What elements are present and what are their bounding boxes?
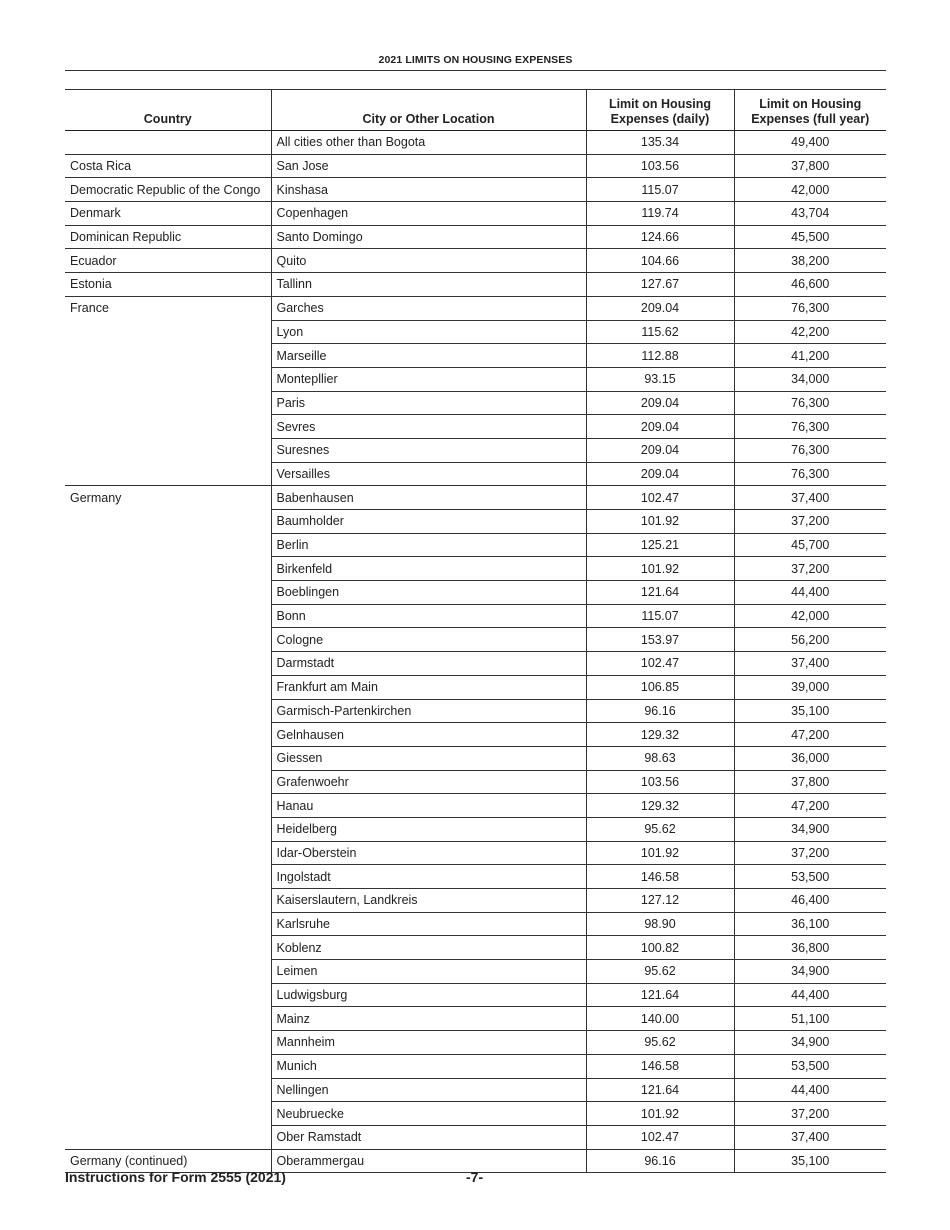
table-row [65,510,886,534]
cell-full-year-limit: 37,200 [734,841,886,865]
table-row [65,462,886,486]
table-row [65,770,886,794]
cell-daily-limit: 153.97 [586,628,734,652]
table-row [65,391,886,415]
cell-daily-limit: 102.47 [586,486,734,510]
table-row [65,723,886,747]
cell-full-year-limit: 37,400 [734,1125,886,1149]
cell-country [65,675,271,699]
cell-full-year-limit: 76,300 [734,438,886,462]
cell-daily-limit: 140.00 [586,1007,734,1031]
cell-city: Mannheim [271,1031,586,1055]
cell-daily-limit: 101.92 [586,1102,734,1126]
header-divider [65,70,886,71]
table-row [65,415,886,439]
cell-city: Kaiserslautern, Landkreis [271,889,586,913]
table-row [65,652,886,676]
page-title: 2021 LIMITS ON HOUSING EXPENSES [378,54,573,66]
table-row [65,960,886,984]
cell-country [65,320,271,344]
cell-daily-limit: 121.64 [586,1078,734,1102]
cell-full-year-limit: 45,500 [734,225,886,249]
cell-full-year-limit: 76,300 [734,391,886,415]
cell-full-year-limit: 76,300 [734,415,886,439]
table-row [65,675,886,699]
cell-full-year-limit: 35,100 [734,1149,886,1173]
cell-city: Nellingen [271,1078,586,1102]
cell-country [65,510,271,534]
cell-daily-limit: 115.07 [586,178,734,202]
table-row [65,202,886,226]
cell-daily-limit: 146.58 [586,865,734,889]
cell-daily-limit: 124.66 [586,225,734,249]
cell-daily-limit: 96.16 [586,1149,734,1173]
cell-full-year-limit: 46,600 [734,273,886,297]
cell-city: Ober Ramstadt [271,1125,586,1149]
table-row [65,746,886,770]
housing-limits-table [65,89,886,1173]
cell-full-year-limit: 51,100 [734,1007,886,1031]
cell-full-year-limit: 44,400 [734,581,886,605]
cell-daily-limit: 95.62 [586,817,734,841]
cell-country: Estonia [65,273,271,297]
table-row [65,912,886,936]
cell-country [65,865,271,889]
table-row [65,296,886,320]
cell-full-year-limit: 37,200 [734,510,886,534]
cell-country [65,1031,271,1055]
table-row [65,865,886,889]
cell-country [65,794,271,818]
footer-form-title: Instructions for Form 2555 (2021) [65,1169,286,1185]
cell-full-year-limit: 44,400 [734,983,886,1007]
cell-city: Copenhagen [271,202,586,226]
table-row [65,249,886,273]
cell-daily-limit: 100.82 [586,936,734,960]
cell-daily-limit: 209.04 [586,296,734,320]
table-row [65,699,886,723]
cell-country [65,960,271,984]
cell-country: France [70,301,109,316]
cell-daily-limit: 125.21 [586,533,734,557]
table-row [65,533,886,557]
cell-country: Costa Rica [65,154,271,178]
cell-country [65,652,271,676]
cell-full-year-limit: 39,000 [734,675,886,699]
cell-country [65,391,271,415]
cell-country: Germany (continued) [65,1149,271,1173]
cell-city: Oberammergau [271,1149,586,1173]
cell-city: Lyon [271,320,586,344]
table-row [65,628,886,652]
cell-city: Garches [271,296,586,320]
cell-city: Leimen [271,960,586,984]
cell-city: Kinshasa [271,178,586,202]
cell-full-year-limit: 37,200 [734,1102,886,1126]
cell-country [65,983,271,1007]
cell-daily-limit: 115.07 [586,604,734,628]
cell-daily-limit: 96.16 [586,699,734,723]
cell-city: Versailles [271,462,586,486]
cell-full-year-limit: 37,400 [734,486,886,510]
cell-country [65,1054,271,1078]
cell-full-year-limit: 38,200 [734,249,886,273]
cell-full-year-limit: 37,800 [734,154,886,178]
table-row [65,367,886,391]
cell-country [65,1102,271,1126]
cell-full-year-limit: 34,000 [734,367,886,391]
cell-country [65,1125,271,1149]
cell-daily-limit: 129.32 [586,723,734,747]
cell-country [65,557,271,581]
cell-country [65,817,271,841]
table-row [65,320,886,344]
cell-country [65,841,271,865]
cell-daily-limit: 98.90 [586,912,734,936]
cell-country [65,628,271,652]
cell-daily-limit: 103.56 [586,770,734,794]
cell-full-year-limit: 44,400 [734,1078,886,1102]
table-row [65,344,886,368]
table-row [65,1031,886,1055]
cell-full-year-limit: 46,400 [734,889,886,913]
cell-country [65,936,271,960]
cell-full-year-limit: 42,000 [734,604,886,628]
cell-full-year-limit: 45,700 [734,533,886,557]
column-header-country: Country [65,90,271,131]
cell-country: Dominican Republic [65,225,271,249]
cell-full-year-limit: 53,500 [734,865,886,889]
cell-full-year-limit: 36,100 [734,912,886,936]
cell-city: Marseille [271,344,586,368]
cell-country [65,746,271,770]
cell-city: Ingolstadt [271,865,586,889]
cell-daily-limit: 209.04 [586,438,734,462]
cell-full-year-limit: 43,704 [734,202,886,226]
table-row [65,178,886,202]
cell-full-year-limit: 53,500 [734,1054,886,1078]
cell-country [65,367,271,391]
cell-city: Bonn [271,604,586,628]
cell-country [65,533,271,557]
cell-full-year-limit: 36,800 [734,936,886,960]
cell-full-year-limit: 37,200 [734,557,886,581]
cell-country [65,604,271,628]
table-row [65,557,886,581]
cell-city: Giessen [271,746,586,770]
cell-city: Berlin [271,533,586,557]
cell-full-year-limit: 37,800 [734,770,886,794]
cell-city: Ludwigsburg [271,983,586,1007]
table-row [65,604,886,628]
cell-daily-limit: 106.85 [586,675,734,699]
table-row [65,581,886,605]
cell-city: Suresnes [271,438,586,462]
cell-daily-limit: 127.67 [586,273,734,297]
table-row [65,889,886,913]
cell-full-year-limit: 35,100 [734,699,886,723]
cell-city: Quito [271,249,586,273]
cell-country [65,344,271,368]
cell-daily-limit: 93.15 [586,367,734,391]
table-row [65,273,886,297]
cell-full-year-limit: 47,200 [734,723,886,747]
cell-country [65,723,271,747]
cell-city: Grafenwoehr [271,770,586,794]
cell-country [65,462,271,486]
column-header-daily-limit: Limit on Housing Expenses (daily) [586,90,734,131]
cell-city: Baumholder [271,510,586,534]
cell-country: Denmark [65,202,271,226]
table-row [65,1125,886,1149]
table-row [65,131,886,155]
cell-full-year-limit: 42,000 [734,178,886,202]
table-header-row [65,90,886,131]
cell-city: San Jose [271,154,586,178]
cell-country [65,770,271,794]
cell-full-year-limit: 36,000 [734,746,886,770]
cell-full-year-limit: 56,200 [734,628,886,652]
cell-daily-limit: 112.88 [586,344,734,368]
cell-daily-limit: 209.04 [586,462,734,486]
cell-country [65,1007,271,1031]
cell-city: Cologne [271,628,586,652]
table-row [65,794,886,818]
table-row [65,1054,886,1078]
table-body [65,131,886,1173]
table-row [65,936,886,960]
cell-country [65,912,271,936]
cell-city: Montepllier [271,367,586,391]
cell-daily-limit: 121.64 [586,581,734,605]
cell-daily-limit: 104.66 [586,249,734,273]
cell-city: Idar-Oberstein [271,841,586,865]
cell-full-year-limit: 34,900 [734,817,886,841]
cell-daily-limit: 119.74 [586,202,734,226]
cell-city: Santo Domingo [271,225,586,249]
cell-country [65,131,271,155]
cell-city: Koblenz [271,936,586,960]
cell-city: Neubruecke [271,1102,586,1126]
table-row [65,486,886,510]
cell-daily-limit: 101.92 [586,841,734,865]
cell-daily-limit: 135.34 [586,131,734,155]
cell-daily-limit: 209.04 [586,391,734,415]
cell-city: Heidelberg [271,817,586,841]
cell-daily-limit: 95.62 [586,960,734,984]
table-row [65,438,886,462]
cell-city: Karlsruhe [271,912,586,936]
cell-city: Tallinn [271,273,586,297]
footer-page-number: -7- [466,1169,484,1185]
cell-city: Garmisch-Partenkirchen [271,699,586,723]
cell-daily-limit: 146.58 [586,1054,734,1078]
cell-full-year-limit: 49,400 [734,131,886,155]
cell-country [65,699,271,723]
cell-country: Ecuador [65,249,271,273]
cell-daily-limit: 129.32 [586,794,734,818]
column-header-city: City or Other Location [271,90,586,131]
cell-city: Paris [271,391,586,415]
table-row [65,225,886,249]
cell-country [65,889,271,913]
cell-city: Boeblingen [271,581,586,605]
cell-city: All cities other than Bogota [271,131,586,155]
cell-daily-limit: 103.56 [586,154,734,178]
table-row [65,1102,886,1126]
cell-country: Democratic Republic of the Congo [65,178,271,202]
cell-daily-limit: 102.47 [586,1125,734,1149]
cell-full-year-limit: 41,200 [734,344,886,368]
cell-daily-limit: 101.92 [586,510,734,534]
table-row [65,1078,886,1102]
cell-city: Gelnhausen [271,723,586,747]
table-row [65,983,886,1007]
cell-daily-limit: 127.12 [586,889,734,913]
column-header-full-year-limit: Limit on Housing Expenses (full year) [734,90,886,131]
cell-country [65,438,271,462]
table-row [65,1007,886,1031]
cell-country [65,1078,271,1102]
cell-daily-limit: 95.62 [586,1031,734,1055]
cell-city: Frankfurt am Main [271,675,586,699]
table-row [65,841,886,865]
cell-full-year-limit: 42,200 [734,320,886,344]
cell-full-year-limit: 37,400 [734,652,886,676]
cell-full-year-limit: 34,900 [734,960,886,984]
cell-country [65,581,271,605]
cell-city: Mainz [271,1007,586,1031]
cell-city: Munich [271,1054,586,1078]
cell-country: Germany [70,490,122,505]
cell-daily-limit: 115.62 [586,320,734,344]
cell-full-year-limit: 76,300 [734,462,886,486]
cell-daily-limit: 98.63 [586,746,734,770]
cell-full-year-limit: 34,900 [734,1031,886,1055]
cell-city: Darmstadt [271,652,586,676]
cell-city: Birkenfeld [271,557,586,581]
table-row [65,817,886,841]
cell-city: Hanau [271,794,586,818]
table-row [65,154,886,178]
cell-daily-limit: 102.47 [586,652,734,676]
cell-daily-limit: 121.64 [586,983,734,1007]
cell-city: Babenhausen [271,486,586,510]
cell-full-year-limit: 76,300 [734,296,886,320]
cell-country [65,415,271,439]
cell-daily-limit: 101.92 [586,557,734,581]
cell-daily-limit: 209.04 [586,415,734,439]
cell-full-year-limit: 47,200 [734,794,886,818]
cell-city: Sevres [271,415,586,439]
